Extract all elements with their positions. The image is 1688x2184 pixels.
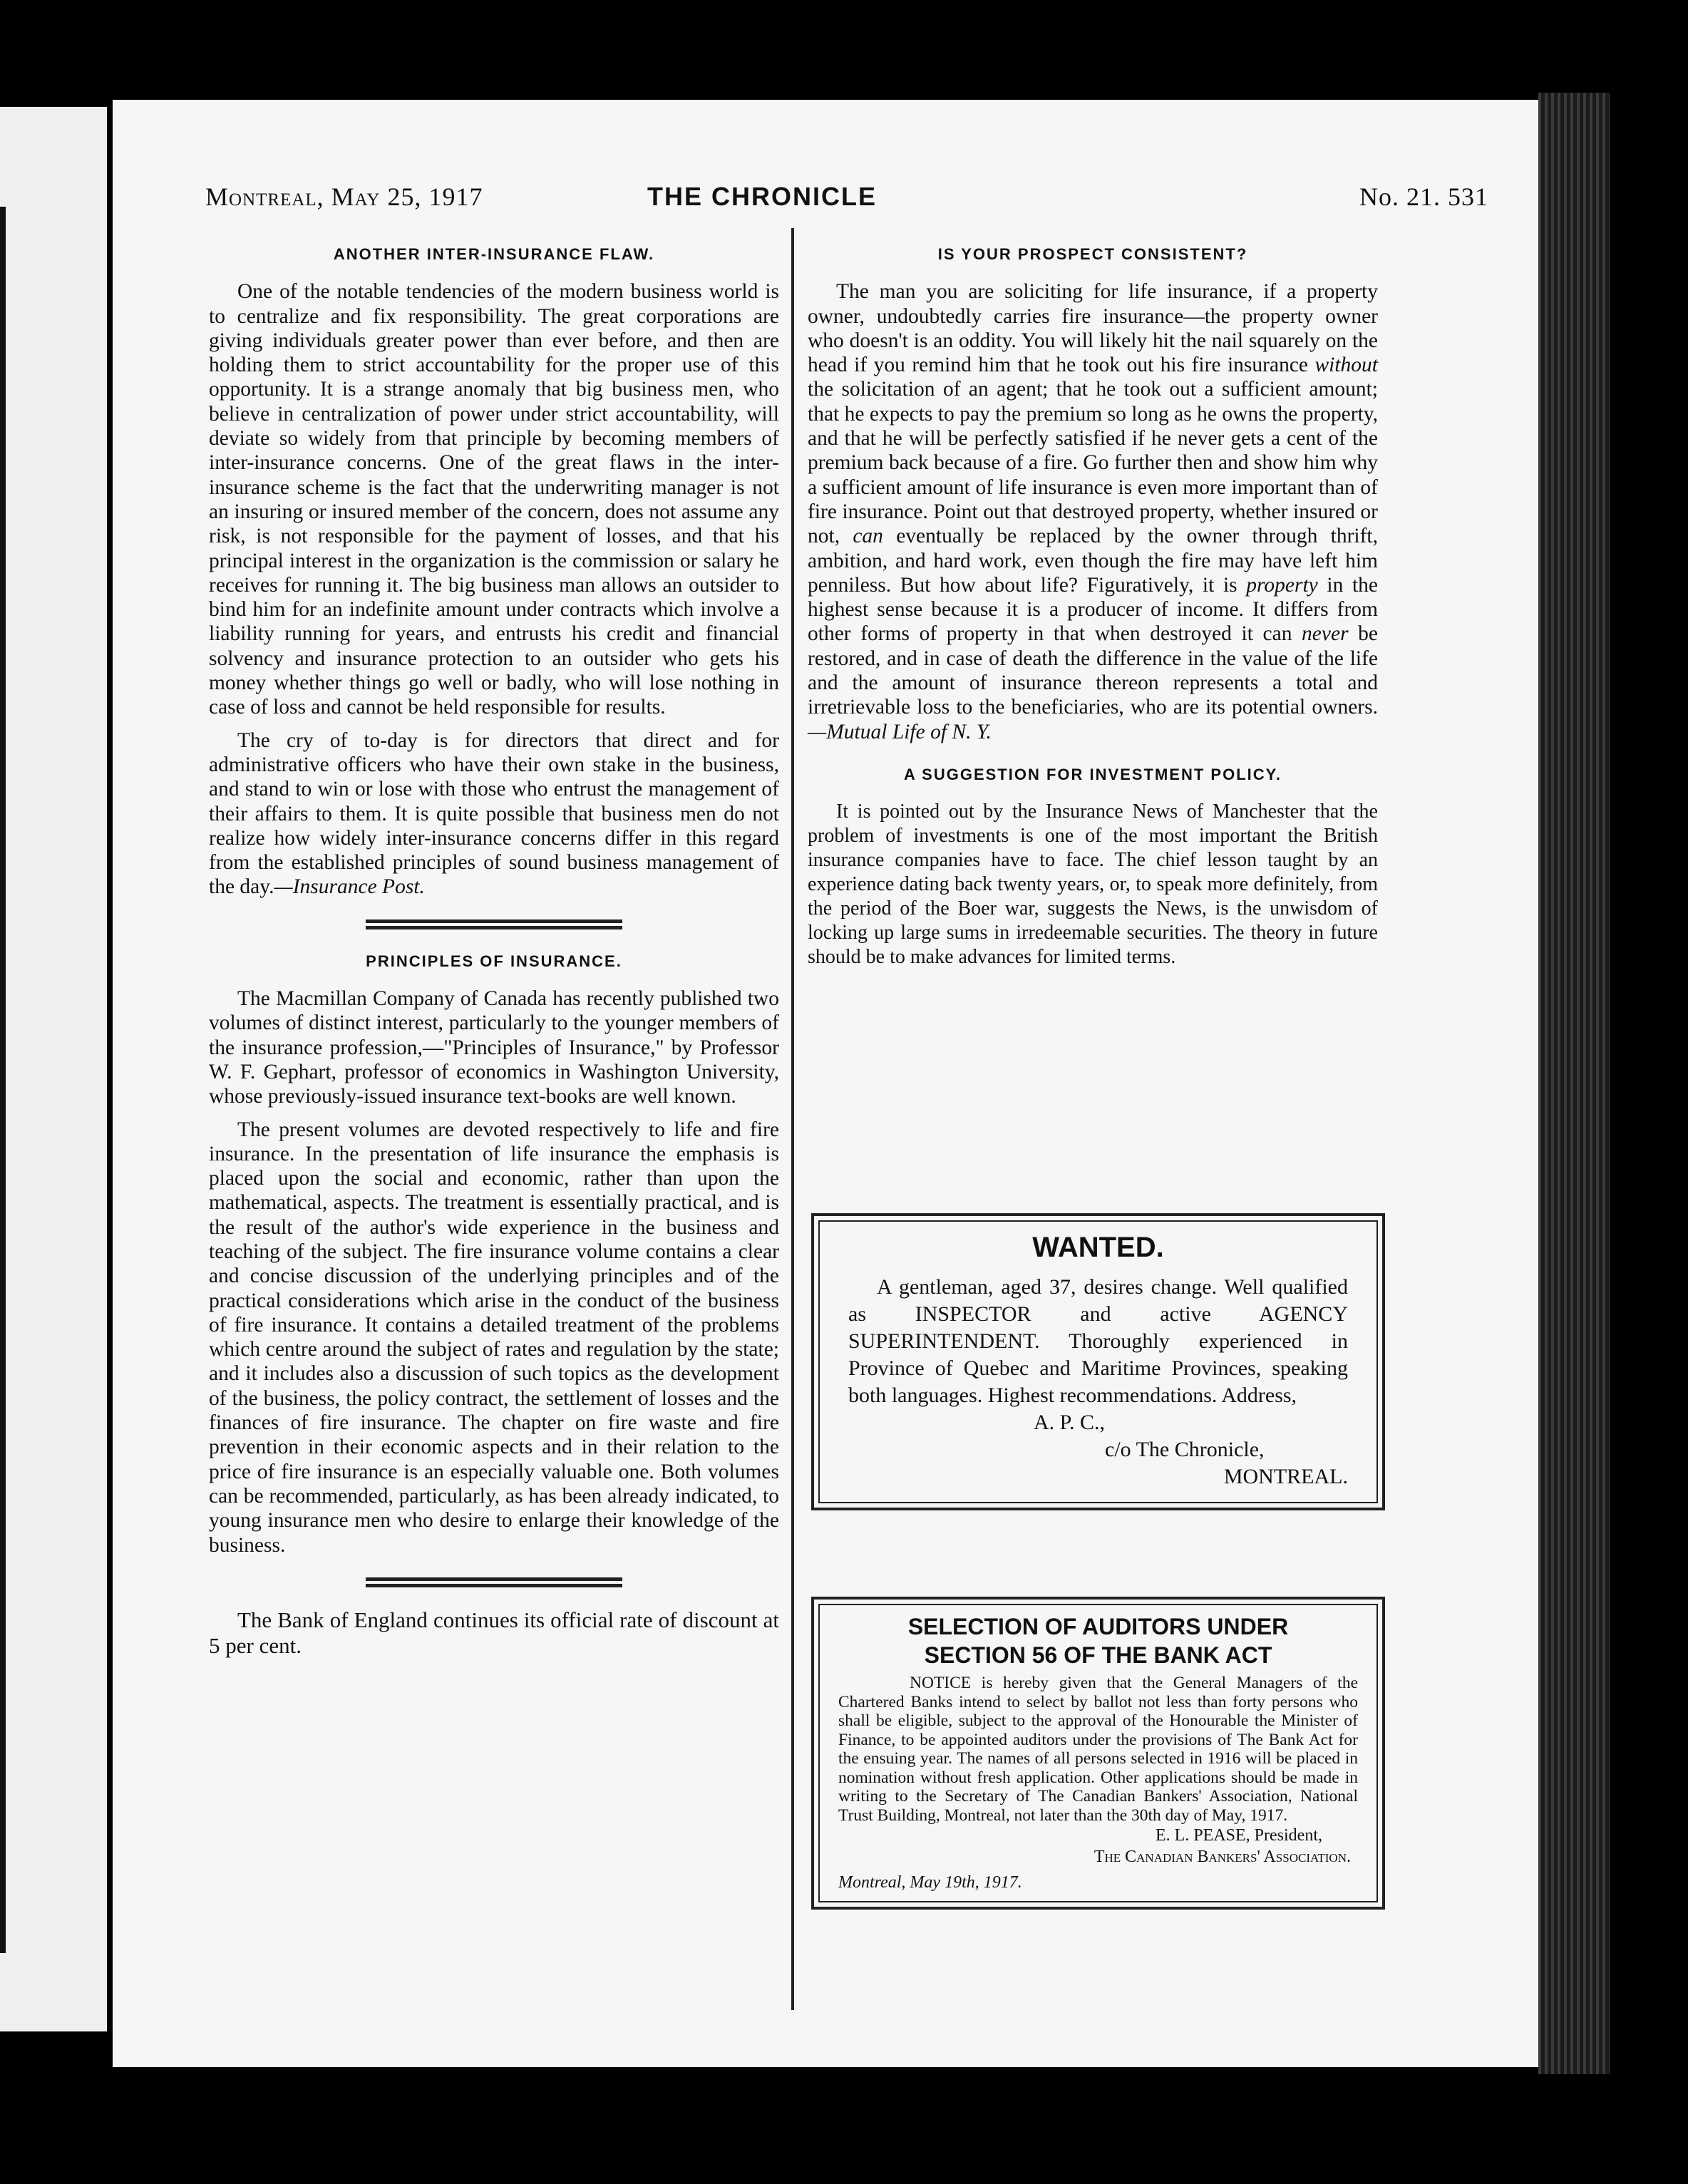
article-title-prospect: IS YOUR PROSPECT CONSISTENT? <box>937 245 1248 263</box>
article-title-inter-insurance: ANOTHER INTER-INSURANCE FLAW. <box>333 245 655 263</box>
article-paragraph: The Macmillan Company of Canada has recently published two volumes of distinct interest, particularly to the younger members of the insurance profession,—"Principles of Insurance," by Professor W. F. Gephart, professor of economics in Washington University, whose previously-issued insurance text-books are well known. <box>209 987 779 1108</box>
section-divider <box>366 920 622 929</box>
section-divider <box>366 1577 622 1587</box>
notice-date: Montreal, May 19th, 1917. <box>838 1873 1022 1892</box>
adjacent-page-edge <box>0 107 107 2031</box>
wanted-advertisement <box>811 1213 1385 1510</box>
wanted-body: A gentleman, aged 37, desires change. Well qualified as INSPECTOR and active AGENCY SUPERINTENDENT. Thoroughly experienced in Province of Quebec and Maritime Provinces, speaking both languages. Highest recommendations. Address, <box>848 1275 1348 1407</box>
column-rule <box>791 228 794 2010</box>
wanted-signature: A. P. C., c/o The Chronicle, MONTREAL. <box>1034 1411 1348 1488</box>
issue-page-number: No. 21. 531 <box>1359 182 1488 211</box>
article-paragraph: The present volumes are devoted respectively to life and fire insurance. In the presentation of life insurance the emphasis is placed upon the social and economic, rather than upon the mathematical, aspects. The treatment is essentially practical, and is the result of the author's wide experience in the business and teaching of the subject. The fire insurance volume contains a clear and concise discussion of the underlying principles and of the practical considerations which arise in the conduct of the business of fire insurance. It contains a detailed treatment of the problems which centre around the subject of rates and regulation by the state; and it includes also a discussion of such topics as the development of the business, the policy contract, the settlement of losses and the finances of fire insurance. The chapter on fire waste and fire prevention in their economic aspects and in their relation to the price of fire insurance is an especially valuable one. Both volumes can be recommended, particularly, as has been already indicated, to young insurance men who desire to enlarge their knowledge of the business. <box>209 1118 779 1557</box>
article-paragraph: The cry of to-day is for directors that direct and for administrative officers who have their own stake in the business, and stand to win or lose with those who entrust the management of their affairs to them. It is quite possible that business men do not realize how widely inter-insurance concerns differ in this regard from the established principles of sound business management of the day.—Insurance Post. <box>209 728 779 899</box>
article-paragraph: It is pointed out by the Insurance News of Manchester that the problem of investments is one of the most important the British insurance companies have to face. The chief lesson taught by an experience dating back twenty years, or, to speak more definitely, from the period of the Boer war, suggests the News, is the unwisdom of locking up large sums in irredeemable securities. The theory in future should be to make advances for limited terms. <box>808 800 1378 969</box>
left-column <box>209 242 779 1659</box>
auditors-notice <box>811 1597 1385 1910</box>
publication-title: THE CHRONICLE <box>647 182 877 211</box>
article-title-principles: PRINCIPLES OF INSURANCE. <box>366 952 622 970</box>
article-paragraph: The man you are soliciting for life insurance, if a property owner, undoubtedly carries fire insurance—the property owner who doesn't is an oddity. You will likely hit the nail squarely on the head if you remind him that he took out his fire insurance without the solicitation of an agent; that he took out a sufficient amount; that he expects to pay the premium so long as he owns the property, and that he will be perfectly satisfied if he never gets a cent of the premium back because of a fire. Go further then and show him why a sufficient amount of life insurance is even more important than of fire insurance. Point out that destroyed property, whether insured or not, can eventually be replaced by the owner through thrift, ambition, and hard work, even though the fire may have left him penniless. But how about life? Figuratively, it is property in the highest sense because it is a producer of income. It differs from other forms of property in that when destroyed it can never be restored, and in case of death the difference in the value of the life and the amount of insurance thereon represents a total and irretrievable loss to the beneficiaries, who are its potential owners.—Mutual Life of N. Y. <box>808 280 1379 743</box>
article-paragraph: One of the notable tendencies of the modern business world is to centralize and fix responsibility. The great corporations are giving individuals greater power than ever before, and then are holding them to strict accountability for the proper use of this opportunity. It is a strange anomaly that big business men, who believe in centralization of power under strict accountability, will deviate so widely from that principle by becoming members of inter-insurance concerns. One of the great flaws in the inter-insurance scheme is the fact that the underwriting manager is not an insuring or insured member of the concern, does not assume any risk, is not responsible for the payment of losses, and that his principal interest in the organization is the commission or salary he receives for running it. The big business man allows an outsider to bind him for an indefinite amount under contracts which involve a liability running for years, and entrusts his credit and financial solvency and insurance protection to an outsider who gets his money whether things go well or badly, who will lose nothing in case of loss and cannot be held responsible for results. <box>209 280 779 719</box>
book-page-edges <box>1538 93 1610 2074</box>
article-source: —Insurance Post. <box>274 875 425 899</box>
notice-signature: E. L. PEASE, President, The Canadian Bankers' Association. <box>1093 1826 1351 1866</box>
notice-body: NOTICE is hereby given that the General Managers of the Chartered Banks intend to select by ballot not less than forty persons who shall be eligible, subject to the approval of the Honourable the Minister of Finance, to be appointed auditors under the provisions of The Bank Act for the ensuing year. The names of all persons selected in 1916 will be placed in nomination without fresh application. Other applications should be made in writing to the Secretary of The Canadian Bankers' Association, National Trust Building, Montreal, not later than the 30th day of May, 1917. <box>838 1674 1358 1825</box>
notice-title: SELECTION OF AUDITORS UNDER SECTION 56 OF THE BANK ACT <box>907 1614 1289 1668</box>
wanted-title: WANTED. <box>1032 1232 1164 1263</box>
article-source: —Mutual Life of N. Y. <box>808 720 992 743</box>
newspaper-page <box>113 100 1538 2067</box>
right-column <box>808 242 1378 969</box>
article-title-investment: A SUGGESTION FOR INVESTMENT POLICY. <box>903 765 1282 783</box>
header-date: Montreal, May 25, 1917 <box>205 182 483 211</box>
bank-of-england-note: The Bank of England continues its official rate of discount at 5 per cent. <box>209 1607 779 1658</box>
page-header <box>205 182 1488 217</box>
